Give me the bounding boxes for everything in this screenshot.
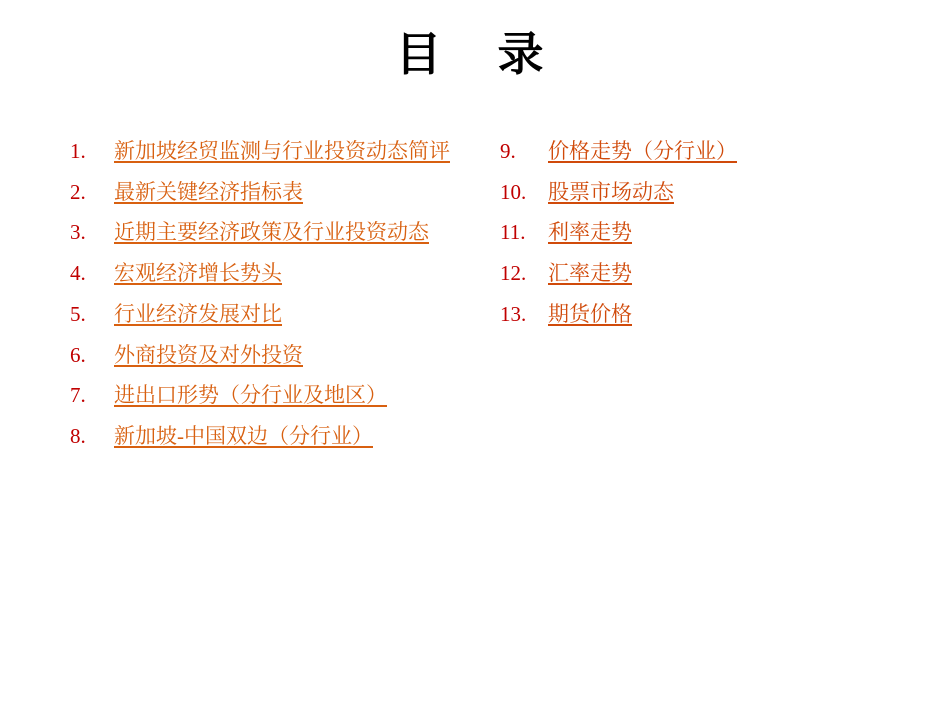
toc-item-link[interactable]: 利率走势	[548, 220, 632, 245]
toc-item-link[interactable]: 股票市场动态	[548, 179, 674, 204]
toc-item-link[interactable]: 新加坡经贸监测与行业投资动态简评	[114, 139, 450, 163]
toc-item-number: 11.	[500, 220, 526, 245]
toc-left-column	[0, 138, 490, 464]
table-of-contents	[0, 138, 941, 464]
toc-item-number: 13.	[500, 301, 527, 326]
toc-item-link[interactable]: 近期主要经济政策及行业投资动态	[114, 220, 429, 245]
list-item[interactable]	[500, 260, 941, 288]
toc-item-link[interactable]: 汇率走势	[548, 261, 632, 286]
toc-item-number: 9.	[500, 139, 516, 163]
toc-item-link[interactable]: 最新关键经济指标表	[114, 179, 303, 204]
list-item[interactable]	[500, 219, 941, 247]
list-item[interactable]	[70, 301, 490, 329]
list-item[interactable]	[500, 138, 941, 166]
toc-item-number: 1.	[70, 139, 86, 163]
toc-item-link[interactable]: 行业经济发展对比	[114, 301, 282, 326]
toc-item-number: 12.	[500, 261, 527, 286]
toc-item-number: 5.	[70, 301, 86, 326]
toc-item-number: 4.	[70, 261, 86, 286]
toc-item-link[interactable]: 宏观经济增长势头	[114, 261, 282, 286]
toc-item-number: 10.	[500, 179, 527, 204]
list-item[interactable]	[500, 301, 941, 329]
toc-item-link[interactable]: 期货价格	[548, 301, 632, 326]
toc-item-number: 3.	[70, 220, 86, 245]
list-item[interactable]	[70, 382, 490, 410]
toc-item-number: 6.	[70, 342, 86, 367]
list-item[interactable]	[70, 219, 490, 247]
list-item[interactable]	[500, 179, 941, 207]
list-item[interactable]	[70, 260, 490, 288]
toc-item-link[interactable]: 进出口形势（分行业及地区）	[114, 383, 387, 408]
page-title: 目 录	[395, 29, 546, 80]
toc-item-link[interactable]: 外商投资及对外投资	[114, 342, 303, 367]
list-item[interactable]	[70, 342, 490, 370]
list-item[interactable]	[70, 179, 490, 207]
toc-item-number: 7.	[70, 383, 86, 408]
toc-item-number: 8.	[70, 424, 86, 449]
toc-right-column	[490, 138, 941, 342]
toc-item-link[interactable]: 价格走势（分行业）	[548, 139, 737, 163]
list-item[interactable]	[70, 138, 490, 166]
toc-item-link[interactable]: 新加坡-中国双边（分行业）	[114, 424, 373, 449]
toc-item-number: 2.	[70, 179, 86, 204]
list-item[interactable]	[70, 423, 490, 451]
